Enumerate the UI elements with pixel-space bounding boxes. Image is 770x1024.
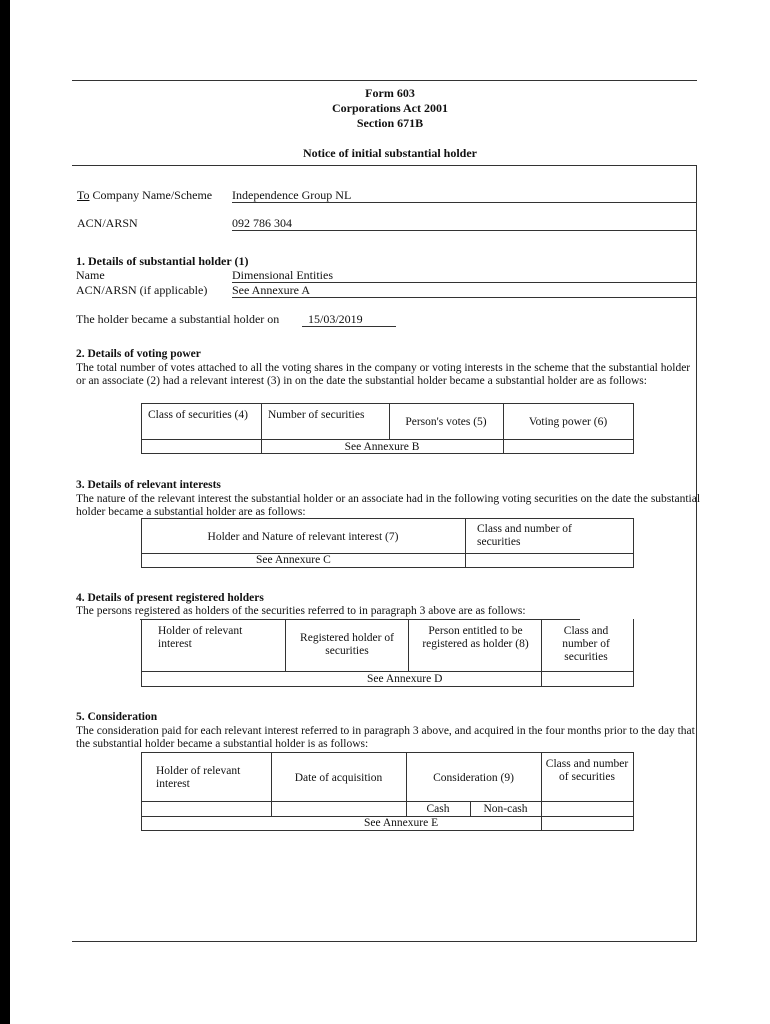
col-consideration: Consideration (9) [433, 772, 514, 784]
notice-title: Notice of initial substantial holder [302, 146, 477, 160]
company-underline [232, 202, 697, 203]
section1-title: 1. Details of substantial holder (1) [76, 254, 249, 268]
became-holder-date: 15/03/2019 [308, 312, 363, 326]
section2-title: 2. Details of voting power [76, 348, 201, 360]
section-title: Section 671B [356, 116, 424, 130]
became-holder-label: The holder became a substantial holder on [76, 312, 280, 326]
annexure-e: See Annexure E [364, 817, 439, 829]
section4-description: The persons registered as holders of the securities referred to in paragraph 3 above are as follows: [76, 605, 526, 617]
bottom-rule [72, 941, 697, 942]
col-holder-nature: Holder and Nature of relevant interest (7) [207, 531, 399, 543]
acn-value: 092 786 304 [232, 216, 292, 230]
annexure-b: See Annexure B [344, 441, 420, 453]
sub-col-non-cash: Non-cash [483, 803, 528, 815]
section4-description-underline [140, 619, 580, 620]
form-number: Form 603 [365, 86, 415, 100]
company-value: Independence Group NL [232, 188, 352, 202]
holder-name-label: Name [76, 268, 105, 282]
became-date-underline [302, 326, 396, 327]
holder-acn-value: See Annexure A [232, 283, 310, 297]
col-person-entitled: Person entitled to be registered as holder (8) [422, 625, 529, 650]
section5-title: 5. Consideration [76, 711, 158, 723]
holder-acn-underline [232, 297, 697, 298]
section5-description: The consideration paid for each relevant interest referred to in paragraph 3 above, and acquired in the four months prior to the day that the substantial holder became a substantial holder is as follows: [76, 725, 695, 750]
section3-title: 3. Details of relevant interests [76, 479, 221, 491]
section4-title: 4. Details of present registered holders [76, 592, 264, 604]
section3-description: The nature of the relevant interest the substantial holder or an associate had in the following voting securities on the date the substantial holder became a substantial holder are as follows: [76, 493, 701, 518]
section2-description: The total number of votes attached to all the voting shares in the company or voting interests in the scheme that the substantial holder or an associate (2) had a relevant interest (3) in on the date the substantial holder became a substantial holder are as follows: [76, 362, 691, 387]
col-voting-power: Voting power (6) [528, 416, 608, 428]
holder-name-value: Dimensional Entities [232, 268, 333, 282]
col-holder-relevant-interest: Holder of relevant interest [158, 625, 243, 650]
col-class-number-securities: Class and number of securities [562, 625, 610, 663]
col-class-number-securities: Class and number of securities [545, 758, 629, 783]
col-holder-relevant-interest: Holder of relevant interest [156, 765, 241, 790]
col-class-number: Class and number of securities [477, 523, 572, 548]
to-label: To Company Name/Scheme [77, 188, 213, 202]
holder-acn-label: ACN/ARSN (if applicable) [76, 283, 208, 297]
col-number-of-securities: Number of securities [268, 409, 365, 421]
col-registered-holder: Registered holder of securities [300, 632, 394, 657]
form-page [10, 0, 770, 1024]
header-rule [72, 165, 697, 166]
col-date-of-acquisition: Date of acquisition [294, 772, 383, 784]
act-title: Corporations Act 2001 [332, 101, 448, 115]
top-rule [72, 80, 697, 81]
acn-label: ACN/ARSN [77, 216, 138, 230]
annexure-d: See Annexure D [367, 673, 443, 685]
annexure-c: See Annexure C [256, 554, 331, 566]
col-class-of-securities: Class of securities (4) [148, 409, 248, 421]
acn-underline [232, 230, 697, 231]
sub-col-cash: Cash [426, 803, 450, 815]
col-persons-votes: Person's votes (5) [405, 416, 487, 428]
